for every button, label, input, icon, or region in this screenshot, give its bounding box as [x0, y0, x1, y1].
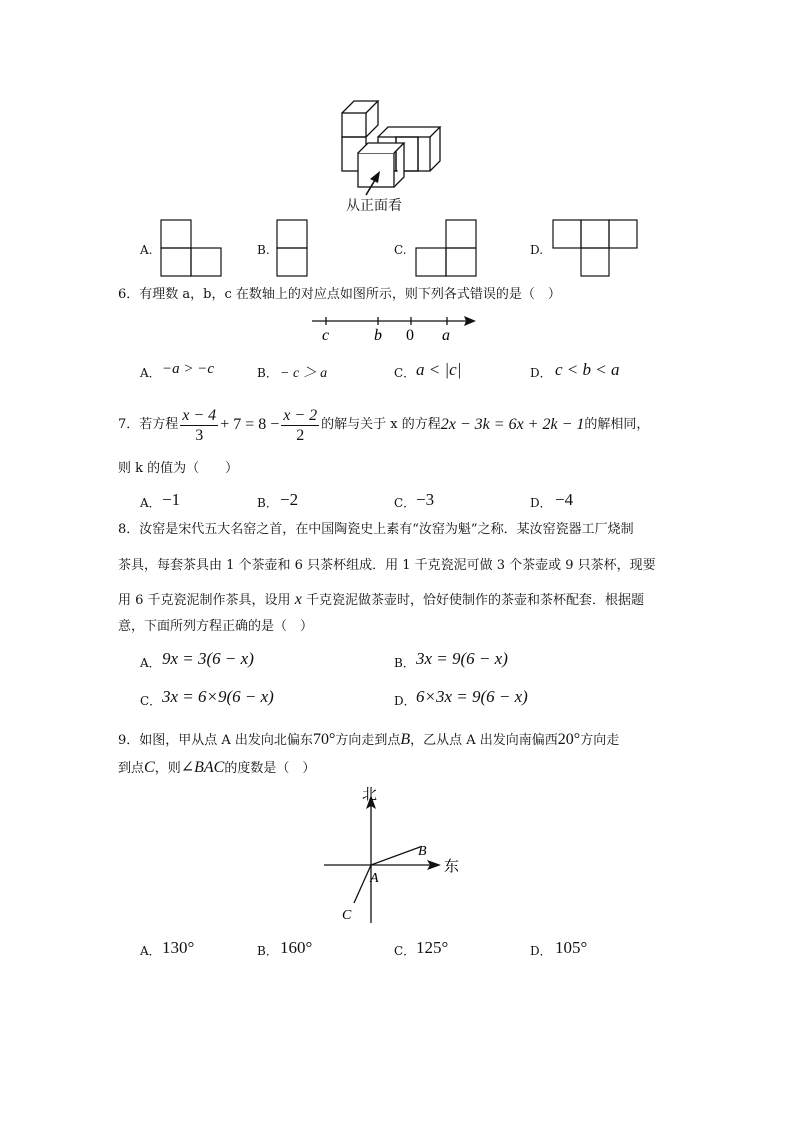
q9-point-b: B	[400, 731, 411, 748]
north-label: 北	[362, 787, 378, 803]
q7-fraction-1	[180, 406, 218, 445]
q6-stem: 6．有理数 a，b，c 在数轴上的对应点如图所示，则下列各式错误的是（ ）	[118, 287, 561, 302]
q7-prefix: 7．若方程	[118, 417, 179, 432]
q9-l1-d: 方向走	[580, 733, 620, 748]
q7-line2: 则 k 的值为（ ）	[118, 461, 239, 476]
q9-option-b: 160°	[280, 938, 313, 957]
q7-option-c: −3	[416, 490, 435, 509]
q9-option-d: 105°	[555, 938, 588, 957]
q7-option-d: −4	[555, 490, 574, 509]
q7-option-b: −2	[280, 490, 299, 509]
axis-label-b: b	[374, 327, 382, 344]
q7-option-a-tag: A．	[140, 496, 161, 510]
q5-option-c-figure	[415, 219, 479, 279]
q6-option-b-tag: B．	[257, 366, 278, 380]
q5-option-c-tag: C.	[394, 243, 407, 257]
point-a-label: A	[370, 871, 379, 886]
direction-diagram	[318, 783, 468, 928]
point-b-label: B	[418, 844, 427, 859]
q6-option-a: −a > −c	[162, 361, 215, 377]
q7-frac2-den: 2	[296, 426, 305, 444]
q9-l2-a: 到点	[118, 761, 145, 776]
q8-option-a: 9x = 3(6 − x)	[162, 649, 254, 668]
q8-option-b-tag: B．	[394, 656, 415, 670]
q7-option-a: −1	[162, 490, 181, 509]
axis-label-c: c	[322, 327, 330, 344]
q6-option-a-tag: A．	[140, 366, 161, 380]
q7-frac1-den: 3	[195, 426, 204, 444]
q8-option-a-tag: A．	[140, 656, 161, 670]
q8-line-4: 意，下面所列方程正确的是（ ）	[118, 619, 314, 634]
q9-option-b-tag: B．	[257, 944, 278, 958]
q9-option-c: 125°	[416, 938, 449, 957]
q7-fraction-2	[281, 406, 319, 445]
q9-line-2	[118, 759, 315, 778]
q8-option-d-tag: D．	[394, 694, 416, 708]
q9-degree-20: 20°	[557, 731, 581, 748]
q8-line-2: 茶具，每套茶具由 1 个茶壶和 6 只茶杯组成．用 1 千克瓷泥可做 3 个茶壶或 9 只茶杯，现要	[118, 558, 656, 573]
q7-equation-2: 2x − 3k = 6x + 2k − 1	[440, 416, 585, 433]
q9-angle-bac: ∠BAC	[180, 759, 225, 776]
q9-l1-c: ，乙从点 A 出发向南偏西	[410, 733, 558, 748]
q5-option-b-figure	[276, 219, 310, 279]
east-label: 东	[444, 859, 460, 875]
q8-line3-pre: 用 6 千克瓷泥制作茶具，设用	[118, 593, 291, 608]
q7-option-b-tag: B．	[257, 496, 278, 510]
view-caption: 从正面看	[346, 198, 402, 214]
q7-stem	[118, 403, 649, 447]
q9-l2-b: ，则	[154, 761, 181, 776]
q6-option-b: − c ＞ a	[280, 366, 328, 381]
q8-option-b: 3x = 9(6 − x)	[416, 649, 508, 668]
q9-option-c-tag: C．	[394, 944, 416, 958]
q6-option-c-tag: C．	[394, 366, 416, 380]
q5-option-d-tag: D.	[530, 243, 544, 257]
q8-line3-post: 千克瓷泥做茶壶时，恰好使制作的茶壶和茶杯配套．根据题	[305, 593, 644, 608]
q7-text3: 的解相同，	[584, 417, 650, 432]
q8-line-1: 8．汝窑是宋代五大名窑之首，在中国陶瓷史上素有“汝窑为魁”之称．某汝窑瓷器工厂烧制	[118, 522, 634, 537]
q8-option-c: 3x = 6×9(6 − x)	[162, 687, 274, 706]
q8-line-3	[118, 591, 644, 610]
q6-option-c: a < |c|	[416, 360, 462, 379]
q7-frac1-num: x − 4	[182, 406, 217, 424]
q9-point-c: C	[144, 759, 155, 776]
number-line	[310, 310, 480, 348]
q7-frac2-num: x − 2	[283, 406, 318, 424]
point-c-label: C	[342, 908, 352, 923]
q9-l1-b: 方向走到点	[335, 733, 401, 748]
q7-option-d-tag: D．	[530, 496, 552, 510]
q5-option-a-tag: A.	[140, 243, 153, 257]
q7-option-c-tag: C．	[394, 496, 416, 510]
axis-label-a: a	[442, 327, 450, 344]
q5-option-a-figure	[160, 219, 224, 279]
q9-option-a-tag: A．	[140, 944, 161, 958]
q9-degree-70: 70°	[312, 731, 336, 748]
q9-line-1	[118, 731, 619, 750]
q6-option-d: c < b < a	[555, 360, 620, 379]
q9-l1-a: 9．如图，甲从点 A 出发向北偏东	[118, 733, 313, 748]
q6-option-d-tag: D．	[530, 366, 552, 380]
q9-l2-c: 的度数是（ ）	[224, 761, 316, 776]
q8-option-d: 6×3x = 9(6 − x)	[416, 687, 528, 706]
q8-variable-x: x	[294, 591, 302, 608]
q5-option-d-figure	[552, 219, 640, 279]
q8-option-c-tag: C．	[140, 694, 162, 708]
axis-label-0: 0	[406, 327, 414, 344]
q5-option-b-tag: B.	[257, 243, 270, 257]
q7-middle: + 7 = 8 −	[220, 416, 280, 433]
q9-option-d-tag: D．	[530, 944, 552, 958]
q7-text2: 的解与关于 x 的方程	[321, 417, 441, 432]
q9-option-a: 130°	[162, 938, 195, 957]
